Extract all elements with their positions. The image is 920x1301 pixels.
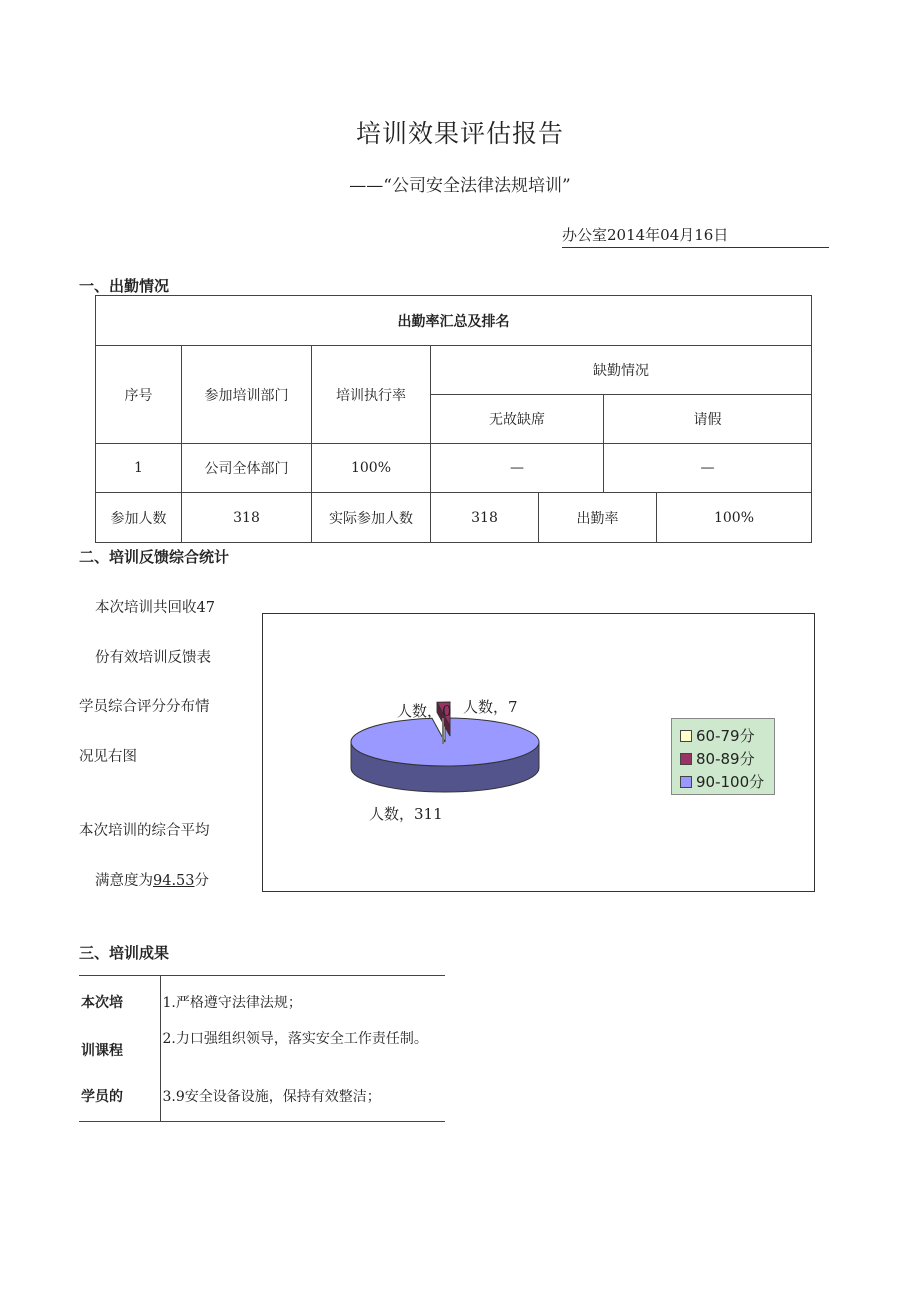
section-results-heading: 三、培训成果 [79,944,170,962]
satisfaction-prefix: 满意度为 [95,873,153,889]
report-dateline: 办公室2014年04月16日 [562,224,829,248]
legend-swatch-80-89 [680,753,692,765]
attendance-rate-value: 100% [657,493,812,543]
col-header-dept: 参加培训部门 [182,346,312,444]
score-distribution-chart [262,613,815,892]
participants-value: 318 [182,493,312,543]
cell-seq: 1 [96,444,182,493]
attendance-table-caption: 出勤率汇总及排名 [96,296,812,346]
col-header-seq: 序号 [96,346,182,444]
attendance-table [95,295,812,543]
report-title: 培训效果评估报告 [355,119,564,148]
legend-swatch-90-100 [680,776,692,788]
feedback-text-5: 本次培训的综合平均 [79,823,210,839]
feedback-text-6 [95,869,209,890]
feedback-text-3: 学员综合评分分布情 [79,699,210,715]
legend-item-60-79 [680,725,755,745]
participants-label: 参加人数 [96,493,182,543]
chart-legend [671,718,775,795]
summary-row [96,493,812,543]
actual-participants-label: 实际参加人数 [312,493,431,543]
legend-swatch-60-79 [680,730,692,742]
actual-participants-value: 318 [431,493,539,543]
feedback-text-4: 况见右图 [79,749,137,765]
col-header-leave: 请假 [604,395,812,444]
results-item-1: 1.严格遵守法律法规； [160,976,445,1024]
cell-dept: 公司全体部门 [182,444,312,493]
cell-rate: 100% [312,444,431,493]
legend-label-60-79: 60-79分 [696,727,755,745]
data-label-80-89: 人数，7 [463,698,518,716]
section-feedback-heading: 二、培训反馈综合统计 [79,548,230,566]
feedback-text-1: 本次培训共回收47 [95,600,215,616]
legend-item-80-89 [680,748,755,768]
col-header-absence: 缺勤情况 [431,346,812,395]
table-row [96,444,812,493]
feedback-text-2: 份有效培训反馈表 [95,650,211,666]
cell-unexcused: — [431,444,604,493]
data-label-90-100: 人数，311 [369,805,443,823]
results-label-2: 训课程 [79,1024,160,1072]
legend-label-90-100: 90-100分 [696,773,765,791]
legend-item-90-100 [680,771,764,791]
results-item-2: 2.力口强组织领导，落实安全工作责任制。 [162,1030,428,1047]
col-header-rate: 培训执行率 [312,346,431,444]
report-subtitle: ——“公司安全法律法规培训” [349,176,571,196]
results-item-3: 3.9安全设备设施，保持有效整洁； [160,1072,445,1122]
col-header-unexcused: 无故缺席 [431,395,604,444]
cell-leave: — [604,444,812,493]
attendance-rate-label: 出勤率 [539,493,657,543]
data-label-60-79: 人数，0 [397,702,452,720]
results-label-1: 本次培 [79,976,160,1024]
section-attendance-heading: 一、出勤情况 [79,277,170,295]
results-table [79,975,445,1122]
satisfaction-suffix: 分 [194,873,210,889]
satisfaction-score: 94.53 [153,873,195,889]
legend-label-80-89: 80-89分 [696,750,755,768]
results-label-3: 学员的 [79,1072,160,1122]
